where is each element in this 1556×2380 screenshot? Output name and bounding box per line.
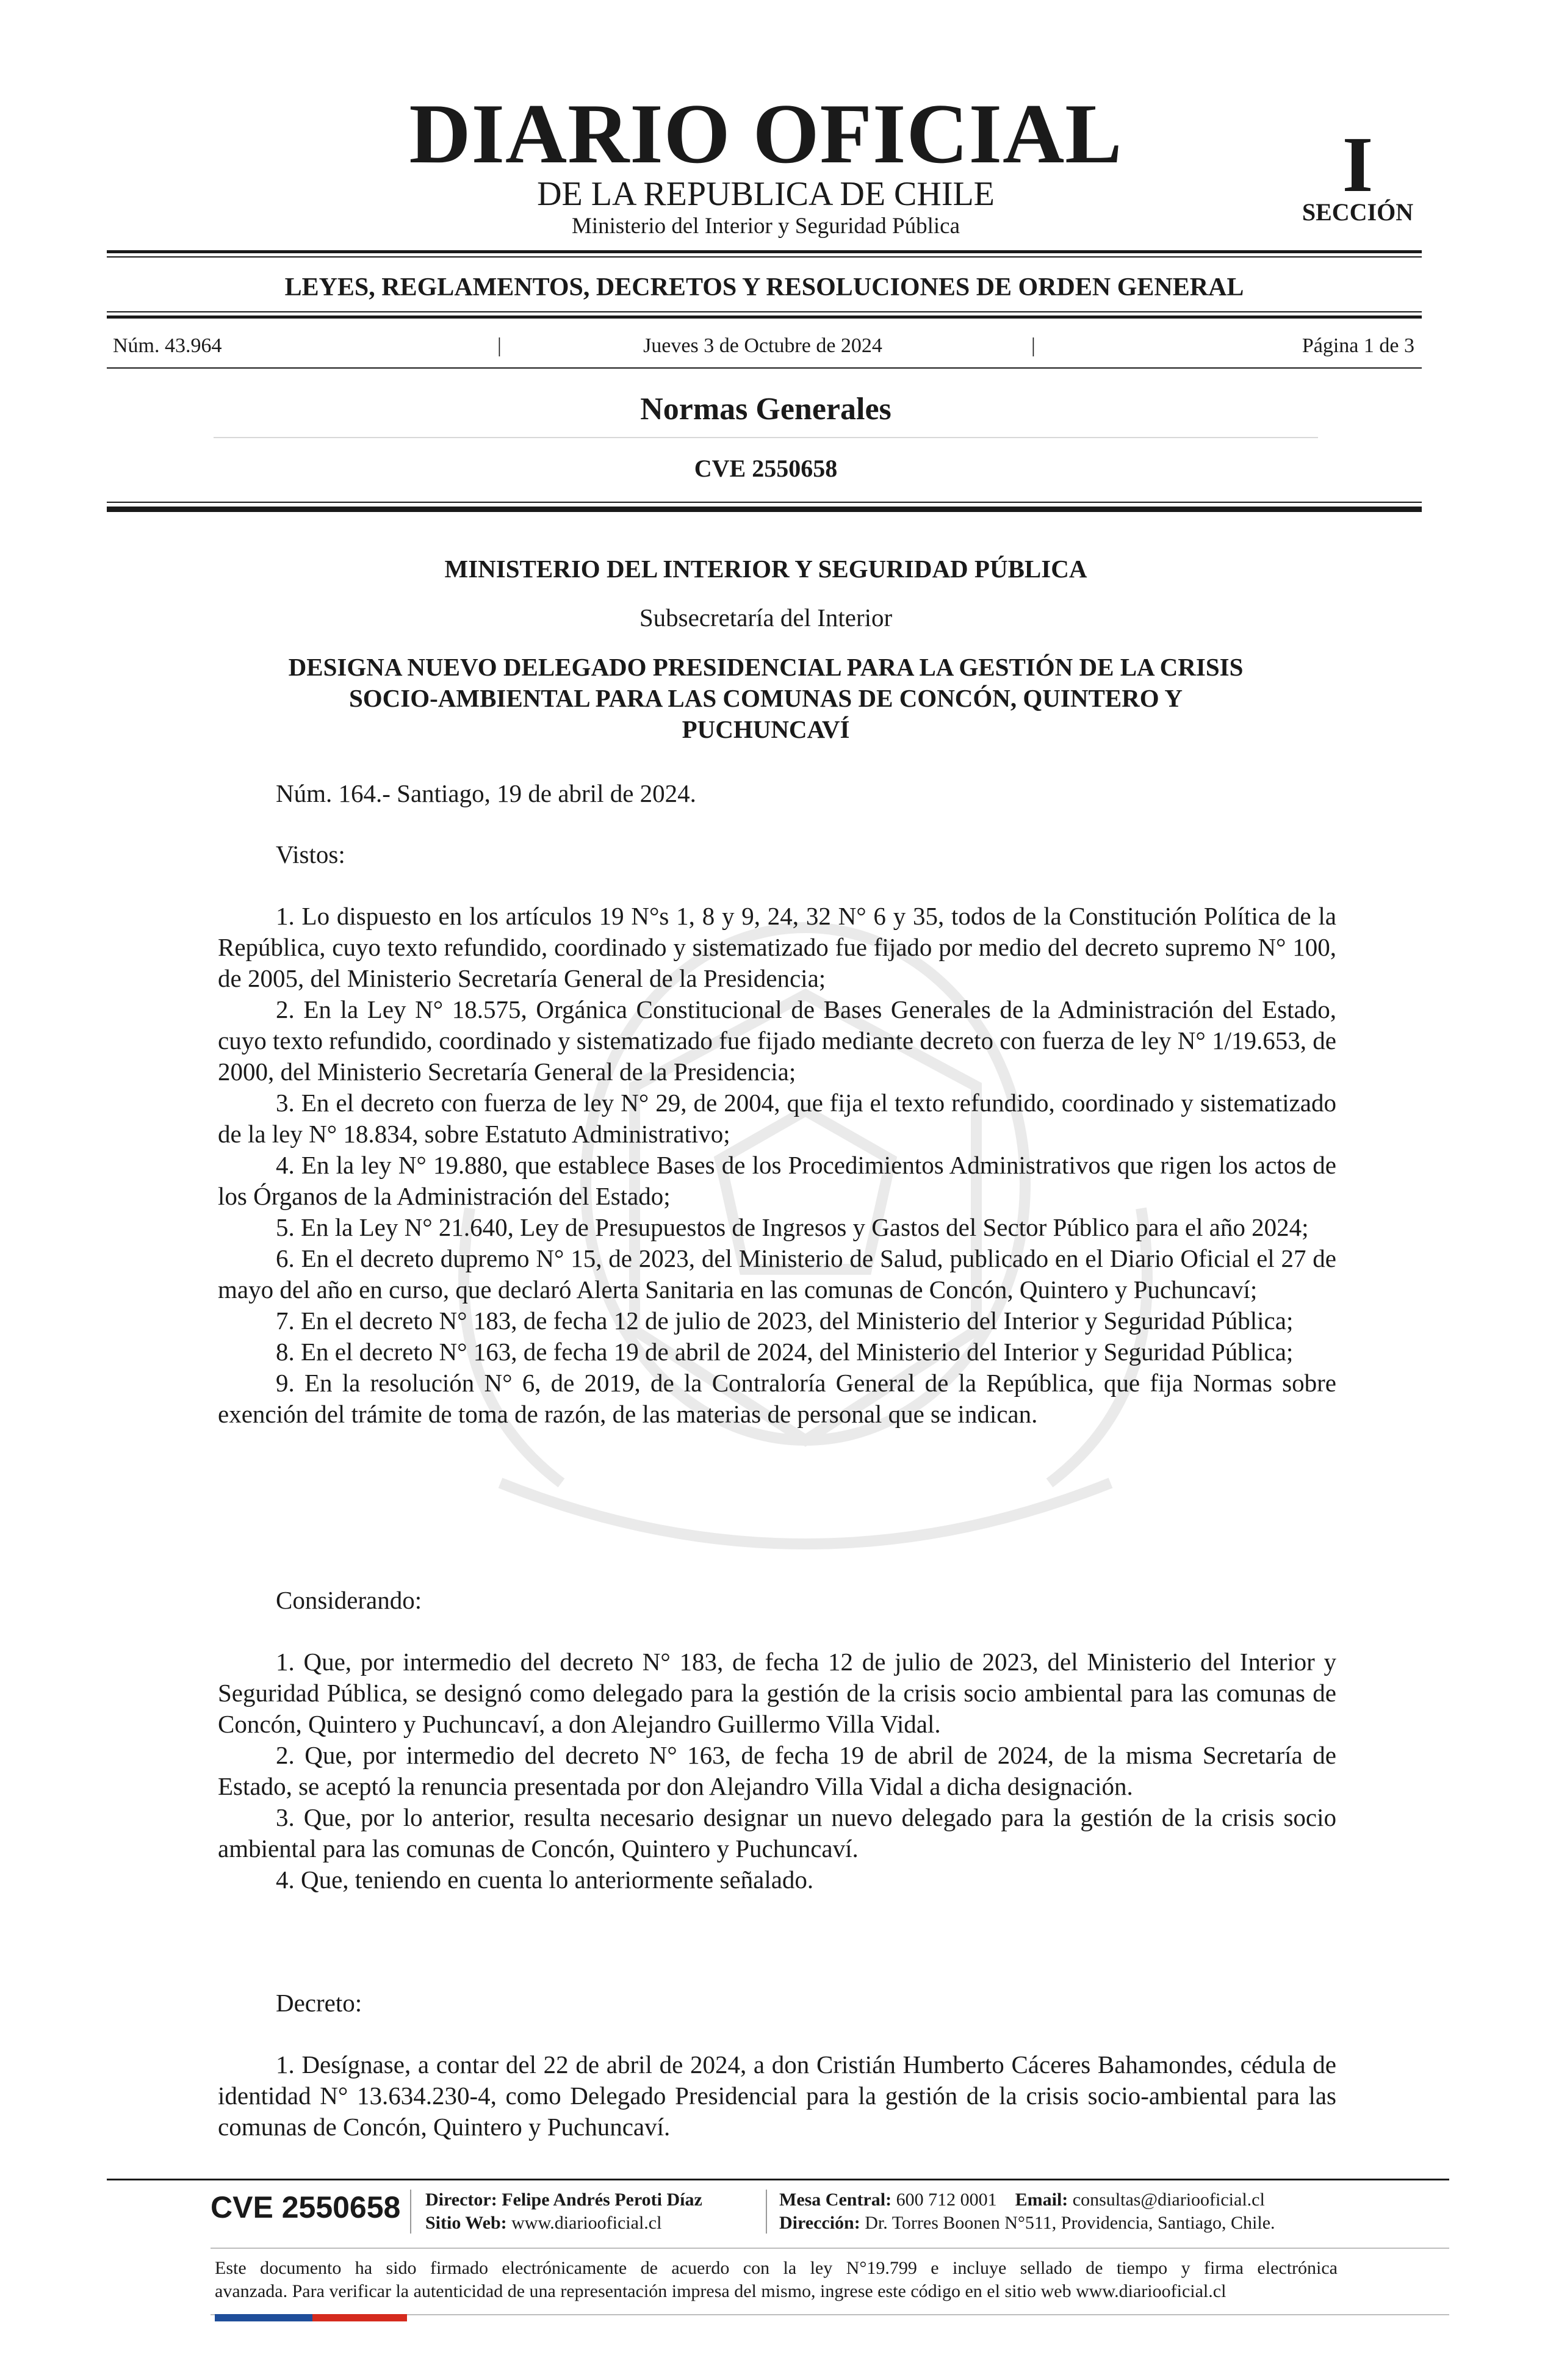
cve-rule-thin	[107, 502, 1422, 503]
band-top-rule-thin	[107, 256, 1422, 258]
footer-legal-notice	[215, 2257, 1338, 2303]
footer-director-block	[425, 2188, 702, 2235]
considerando-list	[218, 1646, 1336, 1895]
cve-rule-thick	[107, 507, 1422, 512]
director-name: Felipe Andrés Peroti Díaz	[502, 2190, 702, 2210]
footer-contact-block	[779, 2188, 1275, 2235]
footer-mid-rule	[211, 2248, 1449, 2249]
list-item: 2. En la Ley N° 18.575, Orgánica Constitucional de Bases Generales de la Administración del Estado, cuyo texto refundido, coordinado y sistematizado fue fijado mediante decreto con fuerza de ley N° 1/19.653, de 2000, del Ministerio Secretaría General de la Presidencia;	[218, 995, 1336, 1086]
flag-bar-red	[312, 2314, 407, 2321]
normas-generales-title: Normas Generales	[640, 392, 891, 427]
list-item: 3. En el decreto con fuerza de ley N° 29, de 2004, que fija el texto refundido, coordinado y sistematizado de la ley N° 18.834, sobre Estatuto Administrativo;	[218, 1089, 1336, 1148]
flag-bar-blue	[215, 2314, 312, 2321]
footer-divider-2	[766, 2190, 767, 2234]
footer-top-rule	[107, 2179, 1449, 2180]
section-label: SECCIÓN	[1302, 198, 1414, 226]
list-item: 1. Que, por intermedio del decreto N° 183, de fecha 12 de julio de 2023, del Ministerio del Interior y Seguridad Pública, se designó como delegado para la gestión de la crisis socio ambiental para las comunas de Concón, Quintero y Puchuncaví, a don Alejandro Guillermo Villa Vidal.	[218, 1648, 1336, 1738]
list-item: 4. En la ley N° 19.880, que establece Bases de los Procedimientos Administrativos que rigen los actos de los Órganos de la Administración del Estado;	[218, 1151, 1336, 1210]
issue-date: Jueves 3 de Octubre de 2024	[643, 334, 882, 357]
decree-title-line-1: DESIGNA NUEVO DELEGADO PRESIDENCIAL PARA LA GESTIÓN DE LA CRISIS	[288, 653, 1244, 681]
meta-separator-left: |	[497, 334, 502, 357]
list-item: 1. Lo dispuesto en los artículos 19 N°s 1, 8 y 9, 24, 32 N° 6 y 35, todos de la Constitución Política de la República, cuyo texto refundido, coordinado y sistematizado fue fijado por medio del decreto supremo N° 100, de 2005, del Ministerio Secretaría General de la Presidencia;	[218, 902, 1336, 992]
band-top-rule-thick	[107, 250, 1422, 253]
section-band-title: LEYES, REGLAMENTOS, DECRETOS Y RESOLUCIONES DE ORDEN GENERAL	[284, 273, 1244, 301]
section-numeral: I	[1342, 121, 1374, 209]
mesa-phone: 600 712 0001	[896, 2190, 997, 2210]
list-item: 9. En la resolución N° 6, de 2019, de la Contraloría General de la República, que fija Normas sobre exención del trámite de toma de razón, de las materias de personal que se indican.	[218, 1369, 1336, 1428]
list-item: 7. En el decreto N° 183, de fecha 12 de julio de 2023, del Ministerio del Interior y Seguridad Pública;	[276, 1307, 1294, 1335]
subsecretaria-heading: Subsecretaría del Interior	[639, 604, 893, 632]
footer-cve-code: CVE 2550658	[211, 2190, 401, 2224]
list-item: 1. Desígnase, a contar del 22 de abril de 2024, a don Cristián Humberto Cáceres Bahamondes, cédula de identidad N° 13.634.230-4, como Delegado Presidencial para la gestión de la crisis socio-ambiental para las comunas de Concón, Quintero y Puchuncaví.	[218, 2050, 1336, 2141]
meta-separator-right: |	[1031, 334, 1036, 357]
decree-title-line-3: PUCHUNCAVÍ	[682, 715, 850, 743]
band-bottom-rule-thick	[107, 316, 1422, 319]
considerando-label: Considerando:	[276, 1586, 422, 1614]
cve-code: CVE 2550658	[694, 455, 838, 482]
email-link[interactable]: consultas@diariooficial.cl	[1072, 2190, 1265, 2210]
legal-line-2: avanzada. Para verificar la autenticidad de una representación impresa del mismo, ingrese este código en el sitio web www.diariooficial.cl	[215, 2281, 1226, 2301]
band-bottom-rule-thin	[107, 311, 1422, 312]
legal-line-1: Este documento ha sido firmado electrónicamente de acuerdo con la ley N°19.799 e incluye sellado de tiempo y firma electrónica	[215, 2258, 1338, 2278]
vistos-label: Vistos:	[276, 840, 345, 868]
masthead-ministry: Ministerio del Interior y Seguridad Pública	[571, 214, 960, 239]
masthead-title: DIARIO OFICIAL	[409, 87, 1123, 181]
ministry-heading: MINISTERIO DEL INTERIOR Y SEGURIDAD PÚBLICA	[444, 555, 1087, 583]
normas-divider	[214, 437, 1318, 438]
mesa-label: Mesa Central:	[779, 2190, 892, 2210]
address-label: Dirección:	[779, 2213, 860, 2233]
list-item: 8. En el decreto N° 163, de fecha 19 de abril de 2024, del Ministerio del Interior y Seguridad Pública;	[276, 1338, 1294, 1366]
director-label: Director:	[425, 2190, 497, 2210]
list-item: 5. En la Ley N° 21.640, Ley de Presupuestos de Ingresos y Gastos del Sector Público para el año 2024;	[276, 1213, 1309, 1241]
masthead-subtitle: DE LA REPUBLICA DE CHILE	[537, 175, 995, 213]
decreto-label: Decreto:	[276, 1989, 362, 2017]
decree-title-line-2: SOCIO-AMBIENTAL PARA LAS COMUNAS DE CONCÓN, QUINTERO Y	[348, 684, 1183, 712]
decreto-list	[218, 2049, 1336, 2143]
address-value: Dr. Torres Boonen N°511, Providencia, Santiago, Chile.	[865, 2213, 1275, 2233]
web-link[interactable]: www.diariooficial.cl	[511, 2213, 662, 2233]
list-item: 6. En el decreto dupremo N° 15, de 2023, del Ministerio de Salud, publicado en el Diario Oficial el 27 de mayo del año en curso, que declaró Alerta Sanitaria en las comunas de Concón, Quintero y Puchuncaví;	[218, 1244, 1336, 1304]
vistos-list	[218, 901, 1336, 1430]
decree-title	[0, 652, 1532, 745]
web-label: Sitio Web:	[425, 2213, 507, 2233]
list-item: 4. Que, teniendo en cuenta lo anteriormente señalado.	[276, 1866, 814, 1894]
email-label: Email:	[1015, 2190, 1068, 2210]
list-item: 3. Que, por lo anterior, resulta necesario designar un nuevo delegado para la gestión de la crisis socio ambiental para las comunas de Concón, Quintero y Puchuncaví.	[218, 1803, 1336, 1863]
page-indicator: Página 1 de 3	[1302, 334, 1414, 357]
decree-number: Núm. 164.- Santiago, 19 de abril de 2024.	[276, 779, 696, 807]
list-item: 2. Que, por intermedio del decreto N° 163, de fecha 19 de abril de 2024, de la misma Secretaría de Estado, se aceptó la renuncia presentada por don Alejandro Villa Vidal a dicha designación.	[218, 1741, 1336, 1800]
meta-bottom-rule	[107, 367, 1422, 369]
issue-number: Núm. 43.964	[113, 334, 222, 357]
footer-divider-1	[410, 2190, 411, 2234]
